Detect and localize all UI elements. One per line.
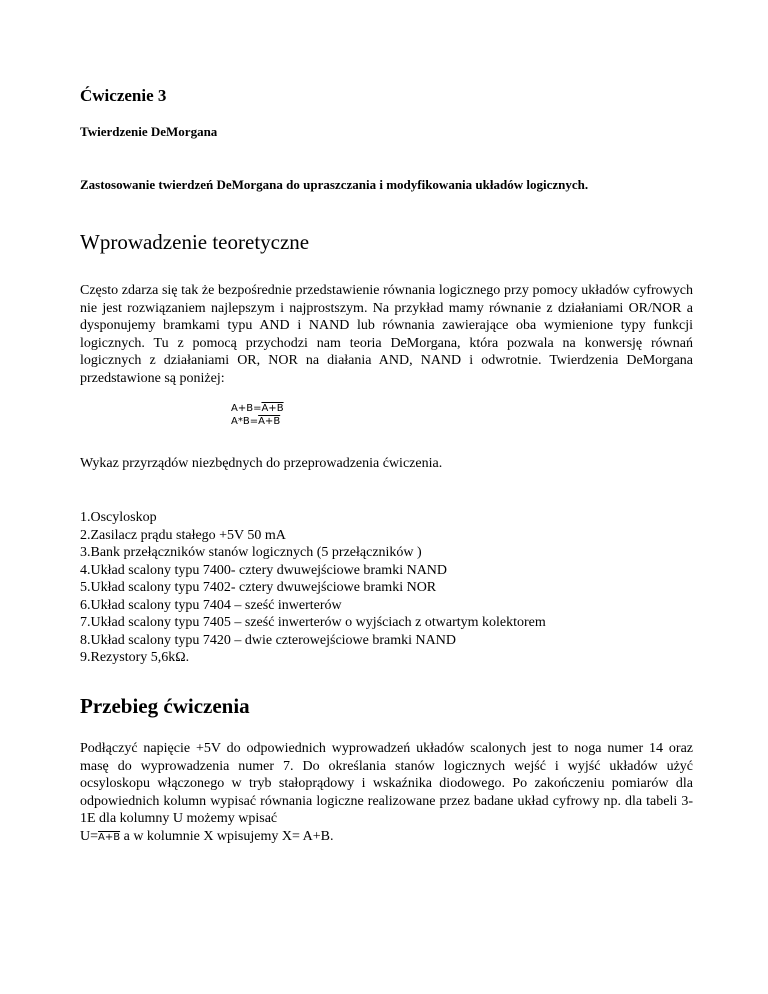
procedure-tail-formula: A+B <box>98 831 121 843</box>
equipment-heading: Wykaz przyrządów niezbędnych do przeprowadzenia ćwiczenia. <box>80 456 443 471</box>
page-title: Ćwiczenie 3 <box>80 86 167 105</box>
procedure-text: Podłączyć napięcie +5V do odpowiednich wyprowadzeń układów scalonych jest to noga numer 14 oraz masę do wyprowadzenia numer 7. Do określania stanów logicznych wejść i wyjść układów użyć ocsyloskopu włączonego w tryb stałoprądowy i wskaźnika diodowego. Po zakończeniu pomiarów dla odpowiednich kolumn wypisać równania logiczne realizowane przez badane układ cyfrowy np. dla tabeli 3-1E dla kolumny U możemy wpisać <box>80 741 693 826</box>
equipment-item: 8.Układ scalony typu 7420 – dwie czterowejściowe bramki NAND <box>80 632 456 648</box>
section-heading-procedure: Przebieg ćwiczenia <box>80 694 250 718</box>
equipment-item: 6.Układ scalony typu 7404 – sześć inwerterów <box>80 597 342 613</box>
formula-2-right: A+B <box>258 416 281 427</box>
procedure-tail-suffix: a w kolumnie X wpisujemy X= A+B. <box>120 828 334 844</box>
procedure-tail-prefix: U= <box>80 828 99 844</box>
equipment-item: 3.Bank przełączników stanów logicznych (5 przełączników ) <box>80 545 422 560</box>
equipment-item: 9.Rezystory 5,6kΩ. <box>80 650 190 665</box>
equipment-list <box>80 509 546 667</box>
formula-1-left: A+B= <box>231 403 262 414</box>
intro-paragraph: Często zdarza się tak że bezpośrednie przedstawienie równania logicznego przy pomocy układów cyfrowych nie jest rozwiązaniem najlepszym i najprostszym. Na przykład mamy równanie z działaniami OR/NOR a dysponujemy bramkami typu AND i NAND lub równania zawierające oba wymienione typy funkcji logicznych. Tu z pomocą przychodzi nam teoria DeMorgana, która pozwala na konwersję równań logicznych z działaniami OR, NOR na diałania AND, NAND i odwrotnie. Twierdzenia DeMorgana przedstawione są poniżej: <box>80 283 693 386</box>
section-heading-theory: Wprowadzenie teoretyczne <box>80 230 310 254</box>
exercise-purpose: Zastosowanie twierdzeń DeMorgana do upraszczania i modyfikowania układów logicznych. <box>80 177 589 192</box>
demorgan-formula-1 <box>231 403 284 415</box>
formula-2-left: A*B= <box>231 416 259 427</box>
equipment-item: 1.Oscyloskop <box>80 510 157 525</box>
equipment-item: 4.Układ scalony typu 7400- cztery dwuwejściowe bramki NAND <box>80 562 448 578</box>
equipment-item: 2.Zasilacz prądu stałego +5V 50 mA <box>80 527 286 543</box>
demorgan-formula-2 <box>231 416 280 428</box>
equipment-item: 7.Układ scalony typu 7405 – sześć inwerterów o wyjściach z otwartym kolektorem <box>80 615 546 630</box>
procedure-paragraph <box>80 740 693 846</box>
equipment-item: 5.Układ scalony typu 7402- cztery dwuwejściowe bramki NOR <box>80 580 437 595</box>
page-subtitle: Twierdzenie DeMorgana <box>80 124 218 139</box>
formula-1-right: A+B <box>261 403 284 414</box>
